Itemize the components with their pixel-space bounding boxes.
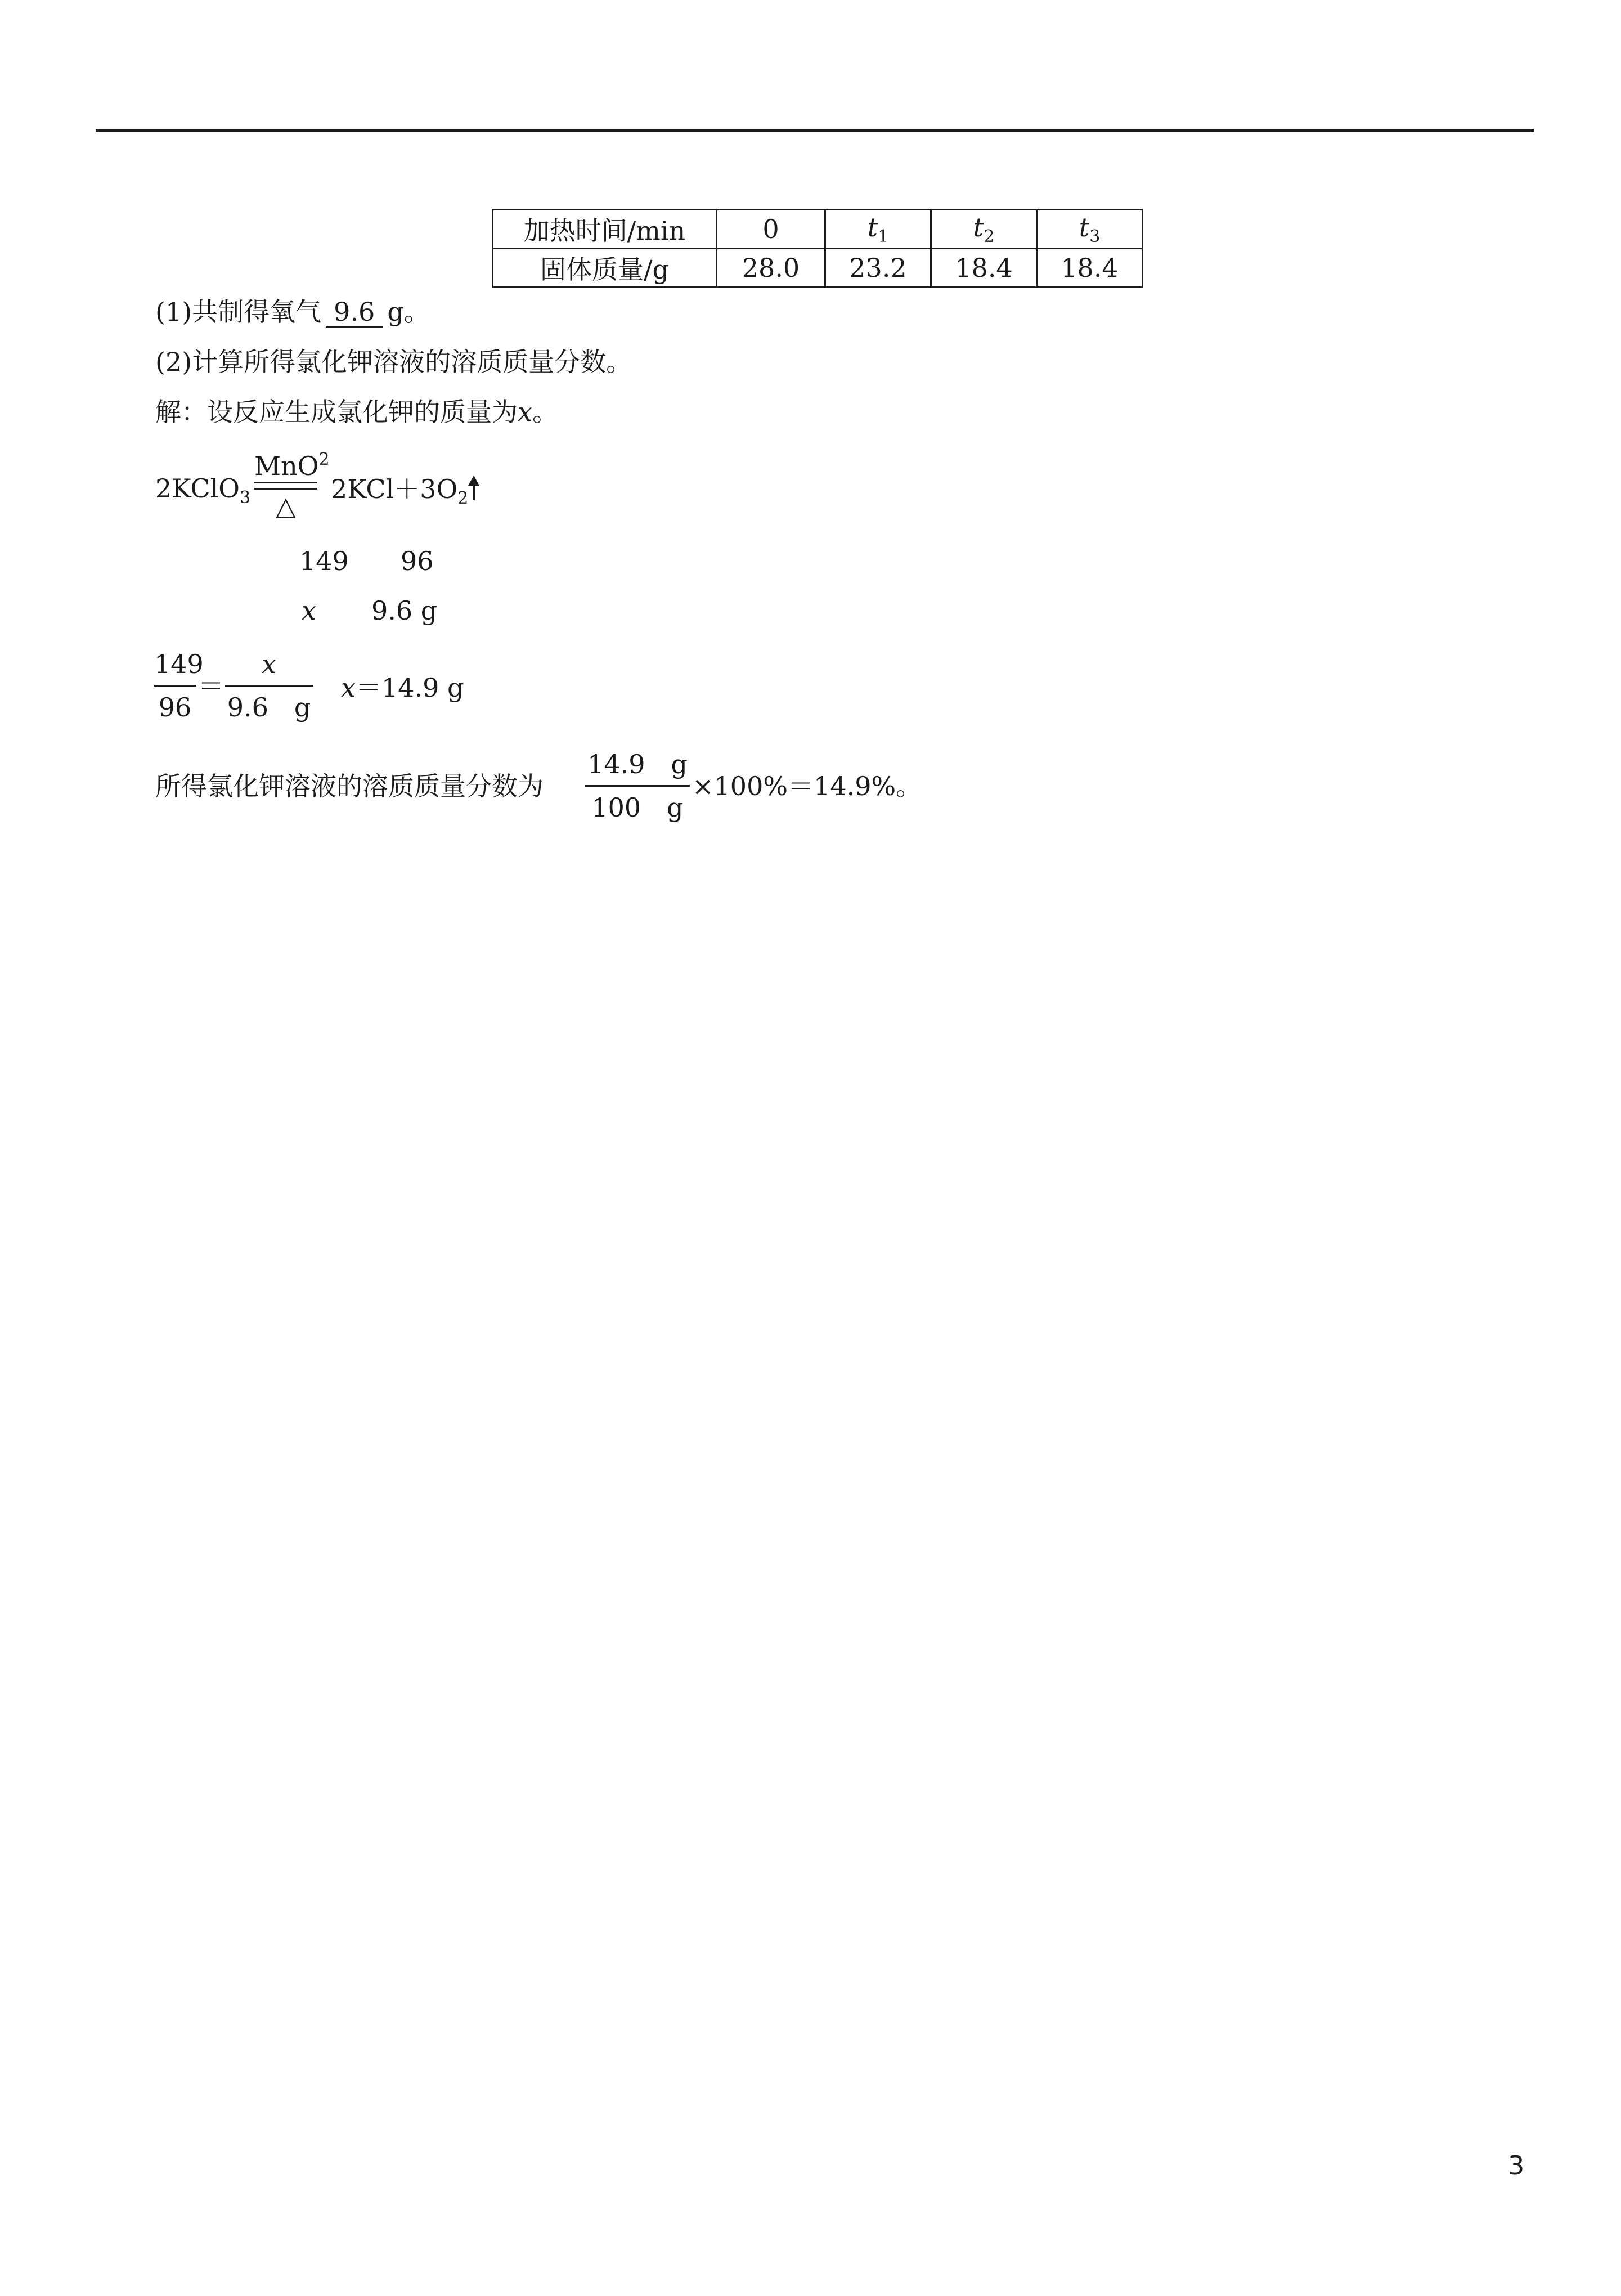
product-subscript: 2	[457, 488, 469, 508]
cell-text: t	[973, 212, 984, 243]
reaction-catalyst	[254, 450, 330, 481]
product-formula: 2KCl＋3O	[331, 474, 458, 504]
question-1-suffix: g。	[387, 297, 430, 327]
table-cell: 18.4	[931, 249, 1037, 288]
cell-text: 0	[762, 214, 779, 244]
solution-intro-end: 。	[532, 397, 558, 427]
result-variable: x	[341, 672, 356, 703]
cell-subscript: 2	[984, 226, 995, 246]
table-cell: 18.4	[1037, 249, 1143, 288]
reaction-double-line-top	[254, 482, 317, 483]
table-header-mass: 固体质量/g	[493, 249, 717, 288]
reactant-formula: 2KClO	[155, 473, 240, 504]
table-cell	[825, 210, 931, 249]
data-table	[492, 209, 1143, 288]
ratio-x: x	[302, 595, 316, 626]
solution-intro-text: 解：设反应生成氯化钾的质量为	[155, 397, 518, 427]
question-1	[155, 299, 430, 328]
reactant-subscript: 3	[240, 488, 251, 508]
question-1-answer-blank: 9.6	[326, 299, 383, 328]
fraction-numerator: 14.9 g	[587, 749, 688, 779]
question-2: (2)计算所得氯化钾溶液的溶质质量分数。	[155, 347, 632, 377]
fraction-numerator: x	[262, 649, 276, 679]
fraction-final	[585, 749, 690, 823]
fraction-149-96	[154, 649, 204, 723]
fraction-numerator: 149	[154, 649, 204, 679]
result-value: ＝14.9 g	[355, 672, 464, 703]
heat-condition: △	[276, 491, 296, 521]
fraction-denominator: 9.6 g	[227, 692, 311, 723]
table-cell	[1037, 210, 1143, 249]
question-1-prefix: (1)共制得氧气	[155, 297, 322, 327]
gas-arrow-icon	[468, 476, 479, 500]
header-rule	[96, 129, 1534, 132]
proportion-equals: ＝	[198, 671, 224, 701]
table-row	[493, 249, 1143, 288]
fraction-denominator: 96	[158, 692, 192, 723]
table-cell: 23.2	[825, 249, 931, 288]
table-cell	[931, 210, 1037, 249]
ratio-9-6-g: 9.6 g	[371, 595, 438, 626]
table-cell: 28.0	[717, 249, 825, 288]
final-prefix: 所得氯化钾溶液的溶质质量分数为	[155, 771, 544, 801]
solution-variable: x	[518, 397, 532, 427]
reaction-double-line-bottom	[254, 488, 317, 490]
reaction-products	[331, 476, 479, 507]
fraction-x-9-6	[225, 649, 313, 723]
catalyst-formula: MnO	[254, 451, 319, 481]
table-cell	[717, 210, 825, 249]
table-row	[493, 210, 1143, 249]
fraction-denominator: 100 g	[591, 792, 684, 823]
solution-intro	[155, 399, 558, 425]
ratio-149: 149	[299, 546, 349, 576]
ratio-96: 96	[401, 546, 434, 576]
cell-subscript: 3	[1089, 226, 1101, 246]
final-suffix: ×100%＝14.9%。	[692, 771, 922, 801]
cell-text: t	[1079, 212, 1090, 243]
result-x	[341, 672, 464, 703]
catalyst-superscript: 2	[318, 450, 330, 469]
cell-text: t	[867, 212, 878, 243]
page-number: 3	[1508, 2150, 1525, 2181]
table-header-time: 加热时间/min	[493, 210, 717, 249]
reaction-reactant	[155, 473, 251, 508]
cell-subscript: 1	[878, 226, 889, 246]
